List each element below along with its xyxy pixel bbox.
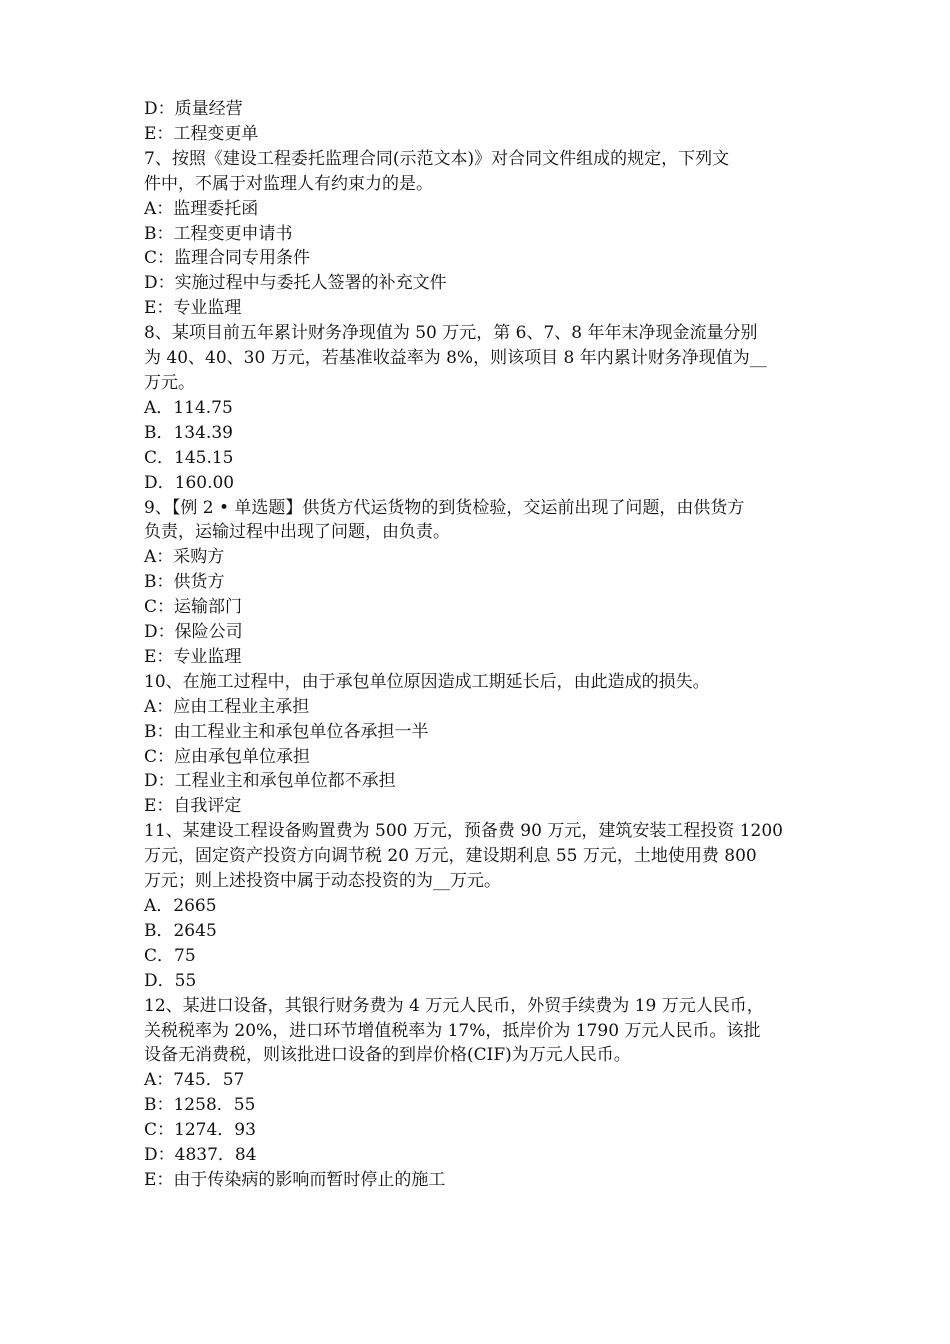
option-line: A：监理委托函 [144, 198, 259, 219]
option-line: B：供货方 [144, 572, 225, 593]
option-line: D：实施过程中与委托人签署的补充文件 [144, 273, 447, 294]
question-12-stem: 关税税率为 20%，进口环节增值税率为 17%，抵岸价为 1790 万元人民币。该批 [144, 1020, 761, 1041]
question-9-stem: 9、【例 2 • 单选题】供货方代运货物的到货检验，交运前出现了问题，由供货方 [144, 497, 745, 518]
question-7-stem: 件中，不属于对监理人有约束力的是。 [144, 173, 433, 194]
question-11-stem: 万元；则上述投资中属于动态投资的为__万元。 [144, 871, 501, 892]
option-line: B：由工程业主和承包单位各承担一半 [144, 721, 429, 742]
option-line: A：采购方 [144, 547, 225, 568]
option-line: D．160.00 [144, 472, 235, 493]
question-9-stem: 负责，运输过程中出现了问题，由负责。 [144, 522, 450, 543]
option-line: E：专业监理 [144, 298, 242, 319]
text-line: E：工程变更单 [144, 123, 259, 144]
question-11-stem: 万元，固定资产投资方向调节税 20 万元，建设期利息 55 万元，土地使用费 800 [144, 846, 757, 867]
question-10-stem: 10、在施工过程中，由于承包单位原因造成工期延长后，由此造成的损失。 [144, 671, 710, 692]
option-line: B：1258．55 [144, 1095, 256, 1116]
option-line: B．134.39 [144, 422, 233, 443]
option-line: A：应由工程业主承担 [144, 696, 310, 717]
option-line: E：由于传染病的影响而暂时停止的施工 [144, 1169, 446, 1190]
option-line: C：监理合同专用条件 [144, 248, 311, 269]
option-line: E：专业监理 [144, 646, 242, 667]
option-line: D．55 [144, 970, 197, 991]
question-7-stem: 7、按照《建设工程委托监理合同(示范文本)》对合同文件组成的规定，下列文 [144, 148, 730, 169]
option-line: C．75 [144, 945, 196, 966]
option-line: C：应由承包单位承担 [144, 746, 311, 767]
question-8-stem: 8、某项目前五年累计财务净现值为 50 万元，第 6、7、8 年年末净现金流量分别 [144, 323, 758, 344]
question-8-stem: 万元。 [144, 372, 195, 393]
option-line: D：4837．84 [144, 1145, 257, 1166]
question-12-stem: 设备无消费税，则该批进口设备的到岸价格(CIF)为万元人民币。 [144, 1045, 631, 1066]
option-line: B．2645 [144, 920, 217, 941]
option-line: C：运输部门 [144, 597, 243, 618]
option-line: A．114.75 [144, 397, 233, 418]
option-line: A．2665 [144, 896, 217, 916]
option-line: A：745．57 [144, 1070, 245, 1091]
question-12-stem: 12、某进口设备，其银行财务费为 4 万元人民币，外贸手续费为 19 万元人民币， [144, 995, 764, 1016]
text-line: D：质量经营 [144, 99, 243, 119]
option-line: D：保险公司 [144, 622, 243, 643]
document-body [144, 97, 812, 1193]
question-8-stem: 为 40、40、30 万元，若基准收益率为 8%，则该项目 8 年内累计财务净现值为__ [144, 348, 767, 369]
option-line: B：工程变更申请书 [144, 223, 293, 244]
option-line: D：工程业主和承包单位都不承担 [144, 771, 396, 792]
option-line: C：1274．93 [144, 1120, 256, 1141]
option-line: E：自我评定 [144, 796, 242, 817]
question-11-stem: 11、某建设工程设备购置费为 500 万元，预备费 90 万元，建筑安装工程投资 1200 [144, 821, 783, 842]
option-line: C．145.15 [144, 447, 234, 468]
